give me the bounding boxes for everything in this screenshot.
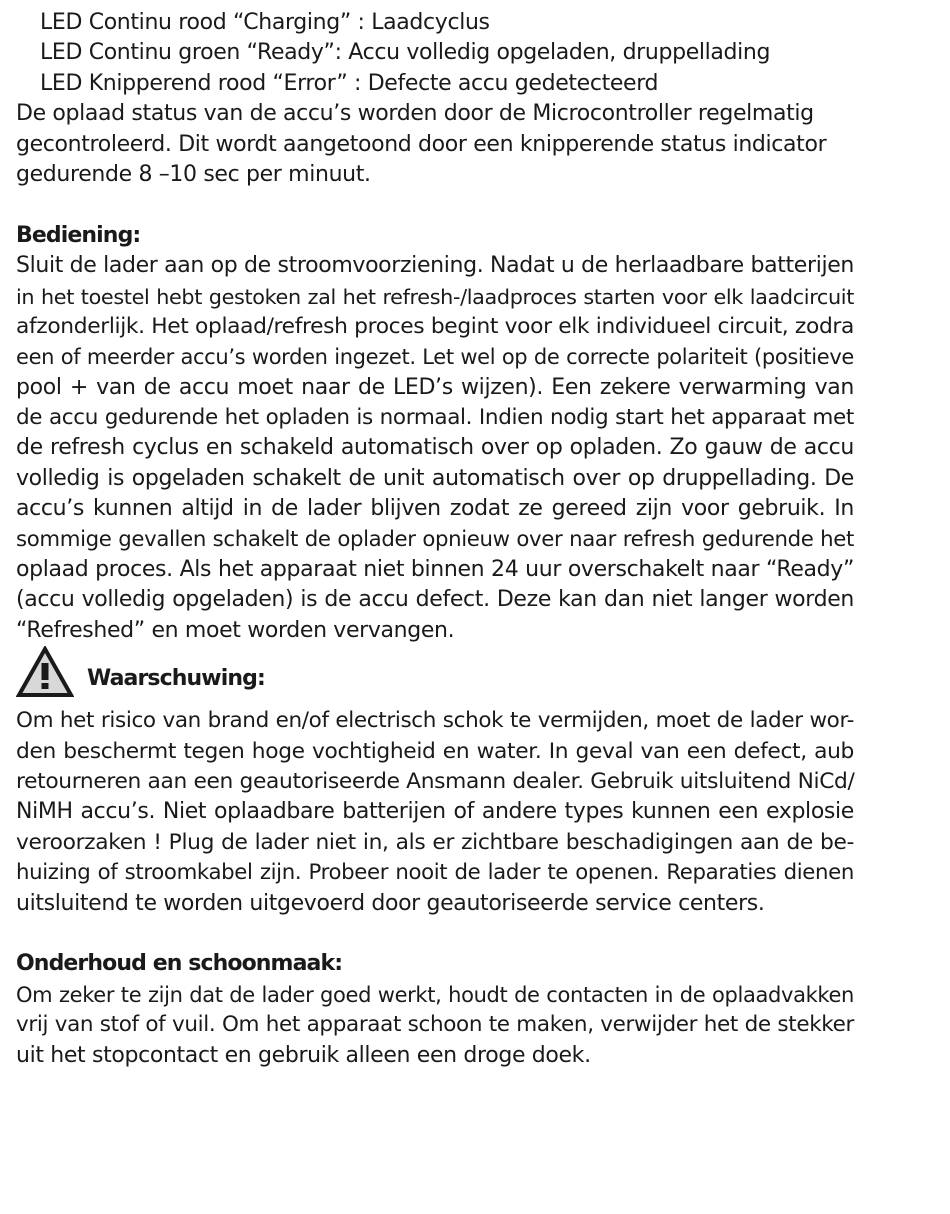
paragraph-line: gecontroleerd. Dit wordt aangetoond door een knipperende status indicator (16, 131, 827, 157)
paragraph-line: pool + van de accu moet naar de LED’s wijzen). Een zekere verwarming van (16, 374, 854, 400)
led-item-error: LED Knipperend rood “Error” : Defecte accu gedetecteerd (40, 70, 659, 96)
paragraph-line: de accu gedurende het opladen is normaal. Indien nodig start het apparaat met (16, 405, 854, 431)
bediening-heading: Bediening: (16, 222, 141, 248)
warning-triangle-icon (16, 646, 74, 698)
bediening-section (16, 221, 854, 646)
paragraph-line: Om het risico van brand en/of electrisch schok te vermijden, moet de lader wor- (16, 708, 854, 734)
manual-page (16, 8, 854, 1071)
waarschuwing-heading: Waarschuwing: (87, 666, 265, 692)
spacer (16, 919, 854, 949)
paragraph-line: retourneren aan een geautoriseerde Ansmann dealer. Gebruik uitsluitend NiCd/ (16, 768, 855, 794)
paragraph-line: de refresh cyclus en schakeld automatisch over op opladen. Zo gauw de accu (16, 435, 854, 461)
paragraph-line: De oplaad status van de accu’s worden door de Microcontroller regelmatig (16, 101, 814, 127)
paragraph-line: oplaad proces. Als het apparaat niet binnen 24 uur overschakelt naar “Ready” (16, 557, 854, 583)
paragraph-line: gedurende 8 –10 sec per minuut. (16, 161, 371, 187)
paragraph-line: uitsluitend te worden uitgevoerd door geautoriseerde service centers. (16, 890, 765, 916)
paragraph-line: (accu volledig opgeladen) is de accu defect. Deze kan dan niet langer worden (16, 587, 854, 613)
paragraph-line: vrij van stof of vuil. Om het apparaat schoon te maken, verwijder het de stekker (16, 1012, 854, 1038)
waarschuwing-section (16, 646, 854, 919)
paragraph-line: uit het stopcontact en gebruik alleen een droge doek. (16, 1042, 591, 1068)
paragraph-line: sommige gevallen schakelt de oplader opnieuw over naar refresh gedurende het (16, 526, 854, 552)
paragraph-line: afzonderlijk. Het oplaad/refresh proces begint voor elk individueel circuit, zodra (16, 313, 854, 339)
paragraph-line: huizing of stroomkabel zijn. Probeer nooit de lader te openen. Reparaties dienen (16, 860, 854, 886)
paragraph-line: in het toestel hebt gestoken zal het refresh-/laadproces starten voor elk laadcircuit (16, 284, 854, 309)
paragraph-line: “Refreshed” en moet worden vervangen. (16, 617, 455, 643)
paragraph-line: Sluit de lader aan op de stroomvoorziening. Nadat u de herlaadbare batterijen (16, 253, 854, 279)
paragraph-line: den beschermt tegen hoge vochtigheid en water. In geval van een defect, aub (16, 738, 854, 764)
paragraph-line: veroorzaken ! Plug de lader niet in, als er zichtbare beschadigingen aan de be- (16, 829, 854, 855)
paragraph-line: accu’s kunnen altijd in de lader blijven zodat ze gereed zijn voor gebruik. In (16, 496, 854, 522)
status-paragraph (16, 99, 854, 190)
onderhoud-heading: Onderhoud en schoonmaak: (16, 951, 343, 977)
paragraph-line: NiMH accu’s. Niet oplaadbare batterijen of andere types kunnen een explosie (16, 799, 854, 825)
paragraph-line: volledig is opgeladen schakelt de unit automatisch over op druppellading. De (16, 465, 854, 491)
led-status-list (16, 8, 854, 99)
led-item-charging: LED Continu rood “Charging” : Laadcyclus (40, 10, 490, 35)
paragraph-line: Om zeker te zijn dat de lader goed werkt, houdt de contacten in de oplaadvakken (16, 982, 854, 1007)
paragraph-line: een of meerder accu’s worden ingezet. Let wel op de correcte polariteit (positieve (16, 345, 854, 370)
onderhoud-section (16, 949, 854, 1071)
led-item-ready: LED Continu groen “Ready”: Accu volledig opgeladen, druppellading (40, 40, 771, 66)
spacer (16, 190, 854, 220)
warning-heading-row (16, 646, 854, 706)
